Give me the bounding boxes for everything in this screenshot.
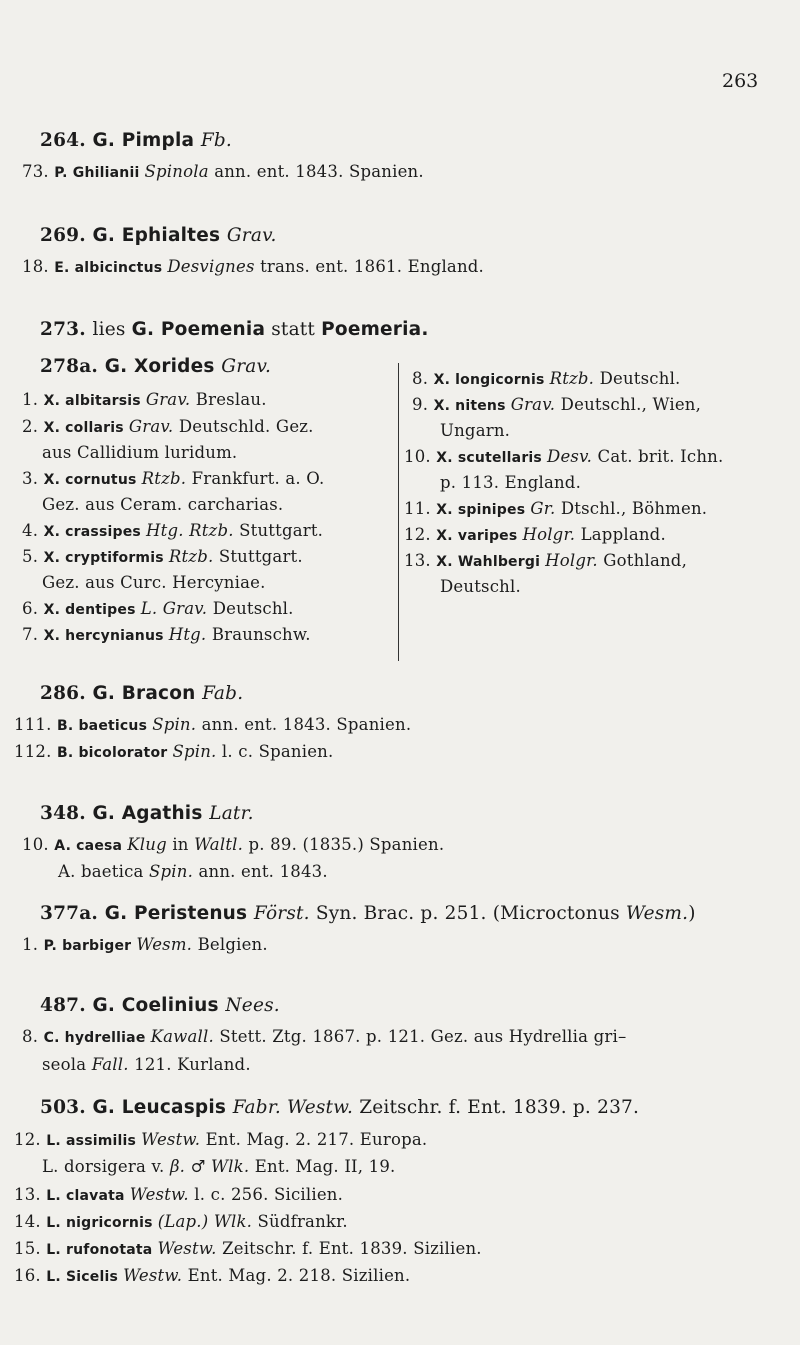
- species-name: X. cornutus: [43, 472, 142, 488]
- author-name: Spinola: [144, 162, 209, 181]
- text-run: seola: [42, 1055, 92, 1074]
- species-line: [14, 1266, 410, 1285]
- text-run: 73.: [22, 162, 55, 181]
- text-run: Zeitschr. f. Ent. 1839. p. 237.: [353, 1097, 640, 1118]
- genus-name: Poemeria.: [321, 319, 429, 340]
- author-name: Grav.: [145, 390, 191, 409]
- species-name: X. albitarsis: [43, 393, 146, 409]
- text-run: 8.: [22, 1027, 44, 1046]
- author-name: Latr.: [209, 803, 254, 824]
- author-name: Rtzb.: [168, 547, 214, 566]
- species-name: P. Ghilianii: [54, 165, 145, 181]
- text-run: Gez. aus Curc. Hercyniae.: [42, 573, 266, 592]
- text-run: Deutschl.: [594, 369, 681, 388]
- species-line: [22, 547, 303, 566]
- genus-heading: [40, 803, 254, 824]
- species-name: X. varipes: [436, 528, 523, 544]
- author-name: Holgr.: [522, 525, 576, 544]
- species-line: [22, 835, 444, 854]
- text-run: Ent. Mag. II, 19.: [249, 1157, 396, 1176]
- species-line: [14, 742, 333, 761]
- genus-heading: [40, 1097, 639, 1118]
- entry-number: 487.: [40, 995, 93, 1016]
- genus-heading: [40, 356, 271, 377]
- text-run: Ungarn.: [440, 421, 511, 440]
- species-line: [42, 1157, 395, 1176]
- genus-heading: [40, 903, 696, 924]
- text-run: 10.: [22, 835, 55, 854]
- genus-name: G. Pimpla: [92, 130, 201, 151]
- genus-name: G. Leucaspis: [92, 1097, 233, 1118]
- species-name: L. assimilis: [46, 1133, 142, 1149]
- entry-number: 503.: [40, 1097, 93, 1118]
- species-name: A. caesa: [54, 838, 128, 854]
- entry-number: 348.: [40, 803, 93, 824]
- species-line: [22, 390, 267, 409]
- text-run: Braunschw.: [206, 625, 311, 644]
- text-run: Stuttgart.: [213, 547, 303, 566]
- author-name: Spin.: [149, 862, 194, 881]
- species-line: [412, 369, 681, 388]
- author-name: L. Grav.: [140, 599, 208, 618]
- text-run: 4.: [22, 521, 44, 540]
- species-line: [14, 1130, 427, 1149]
- text-run: l. c. Spanien.: [216, 742, 334, 761]
- genus-heading: [40, 225, 277, 246]
- text-run: ann. ent. 1843. Spanien.: [196, 715, 412, 734]
- text-run: Dtschl., Böhmen.: [555, 499, 708, 518]
- author-name: Fabr. Westw.: [232, 1097, 354, 1118]
- entry-number: 273.: [40, 319, 93, 340]
- species-name: E. albicinctus: [54, 260, 168, 276]
- author-name: Fall.: [91, 1055, 129, 1074]
- entry-number: 264.: [40, 130, 93, 151]
- text-run: l. c. 256. Sicilien.: [188, 1185, 344, 1204]
- author-name: Spin.: [152, 715, 197, 734]
- species-name: B. baeticus: [56, 718, 153, 734]
- species-line: [440, 421, 510, 440]
- text-run: ann. ent. 1843.: [193, 862, 328, 881]
- text-run: Breslau.: [190, 390, 267, 409]
- text-run: Lappland.: [575, 525, 666, 544]
- species-line: [22, 1027, 626, 1046]
- genus-name: G. Agathis: [92, 803, 210, 824]
- species-line: [440, 577, 521, 596]
- species-name: X. crassipes: [43, 524, 147, 540]
- text-run: 9.: [412, 395, 434, 414]
- text-run: 112.: [14, 742, 57, 761]
- text-run: Stuttgart.: [233, 521, 324, 540]
- text-run: 18.: [22, 257, 55, 276]
- author-name: Grav.: [128, 417, 174, 436]
- author-name: Kawall.: [150, 1027, 214, 1046]
- text-run: Deutschl.: [207, 599, 294, 618]
- entry-number: 278a.: [40, 356, 105, 377]
- author-name: Klug: [127, 835, 167, 854]
- author-name: Westw.: [141, 1130, 201, 1149]
- species-line: [22, 599, 294, 618]
- text-run: in: [166, 835, 195, 854]
- text-run: Deutschl., Wien,: [555, 395, 702, 414]
- species-line: [22, 257, 484, 276]
- text-run: 3.: [22, 469, 44, 488]
- species-line: [22, 162, 424, 181]
- species-line: [22, 935, 268, 954]
- entry-number: 377a.: [40, 903, 105, 924]
- text-run: statt: [265, 319, 322, 340]
- species-line: [22, 469, 325, 488]
- species-line: [42, 495, 283, 514]
- text-run: Zeitschr. f. Ent. 1839. Sizilien.: [216, 1239, 482, 1258]
- text-run: 8.: [412, 369, 434, 388]
- genus-name: G. Bracon: [92, 683, 203, 704]
- author-name: Rtzb.: [549, 369, 595, 388]
- species-name: L. rufonotata: [46, 1242, 158, 1258]
- text-run: 121. Kurland.: [128, 1055, 251, 1074]
- species-name: X. cryptiformis: [43, 550, 169, 566]
- species-name: X. collaris: [43, 420, 129, 436]
- text-run: 2.: [22, 417, 44, 436]
- entry-number: 286.: [40, 683, 93, 704]
- text-run: p. 89. (1835.) Spanien.: [243, 835, 445, 854]
- author-name: Fab.: [202, 683, 244, 704]
- text-run: Cat. brit. Ichn.: [592, 447, 724, 466]
- text-run: 16.: [14, 1266, 47, 1285]
- text-run: 111.: [14, 715, 57, 734]
- species-name: P. barbiger: [43, 938, 137, 954]
- text-run: 12.: [404, 525, 437, 544]
- author-name: Wesm.: [625, 903, 689, 924]
- species-name: L. clavata: [46, 1188, 130, 1204]
- author-name: Gr.: [530, 499, 556, 518]
- text-run: Gothland,: [597, 551, 688, 570]
- genus-name: G. Ephialtes: [92, 225, 227, 246]
- author-name: Fb.: [200, 130, 233, 151]
- species-line: [412, 395, 701, 414]
- author-name: Holgr.: [545, 551, 598, 570]
- text-run: lies: [92, 319, 132, 340]
- text-run: p. 113. England.: [440, 473, 582, 492]
- author-name: Htg.: [168, 625, 207, 644]
- author-name: Htg. Rtzb.: [146, 521, 234, 540]
- author-name: Westw.: [157, 1239, 217, 1258]
- author-name: Grav.: [226, 225, 277, 246]
- text-run: Südfrankr.: [252, 1212, 348, 1231]
- author-name: Waltl.: [194, 835, 244, 854]
- species-name: X. scutellaris: [436, 450, 548, 466]
- species-name: L. Sicelis: [46, 1269, 124, 1285]
- species-line: [22, 521, 323, 540]
- species-name: L. nigricornis: [46, 1215, 158, 1231]
- text-run: 10.: [404, 447, 437, 466]
- text-run: A. baetica: [58, 862, 150, 881]
- genus-heading: [40, 130, 232, 151]
- author-name: Desv.: [547, 447, 593, 466]
- author-name: β. ♂ Wlk.: [169, 1157, 250, 1176]
- text-run: L. dorsigera v.: [42, 1157, 170, 1176]
- text-run: Gez. aus Ceram. carcharias.: [42, 495, 284, 514]
- author-name: Nees.: [225, 995, 280, 1016]
- species-line: [404, 551, 687, 570]
- author-name: Wesm.: [136, 935, 193, 954]
- author-name: (Lap.) Wlk.: [157, 1212, 253, 1231]
- text-run: Syn. Brac. p. 251. (Microctonus: [309, 903, 626, 924]
- species-line: [404, 499, 707, 518]
- genus-name: G. Peristenus: [104, 903, 254, 924]
- species-name: X. Wahlbergi: [436, 554, 546, 570]
- column-divider: [398, 363, 399, 661]
- species-line: [14, 715, 411, 734]
- genus-name: G. Coelinius: [92, 995, 226, 1016]
- genus-name: G. Xorides: [104, 356, 222, 377]
- author-name: Westw.: [129, 1185, 189, 1204]
- text-run: ann. ent. 1843. Spanien.: [208, 162, 424, 181]
- author-name: Desvignes: [167, 257, 255, 276]
- species-name: X. longicornis: [433, 372, 550, 388]
- species-line: [42, 443, 237, 462]
- text-run: aus Callidium luridum.: [42, 443, 238, 462]
- species-name: B. bicolorator: [56, 745, 173, 761]
- text-run: 1.: [22, 390, 44, 409]
- species-name: C. hydrelliae: [43, 1030, 151, 1046]
- species-line: [14, 1239, 482, 1258]
- text-run: ): [688, 903, 696, 924]
- text-run: 13.: [404, 551, 437, 570]
- text-run: 7.: [22, 625, 44, 644]
- page-number: 263: [722, 70, 759, 92]
- text-run: Deutschld. Gez.: [173, 417, 314, 436]
- species-line: [42, 1055, 251, 1074]
- text-run: 11.: [404, 499, 437, 518]
- entry-number: 269.: [40, 225, 93, 246]
- species-line: [22, 417, 314, 436]
- species-name: X. hercynianus: [43, 628, 169, 644]
- species-line: [14, 1212, 348, 1231]
- text-run: Deutschl.: [440, 577, 521, 596]
- author-name: Westw.: [123, 1266, 183, 1285]
- text-run: Ent. Mag. 2. 217. Europa.: [200, 1130, 428, 1149]
- text-run: 13.: [14, 1185, 47, 1204]
- text-run: 12.: [14, 1130, 47, 1149]
- author-name: Spin.: [172, 742, 217, 761]
- author-name: Grav.: [510, 395, 556, 414]
- text-run: Belgien.: [192, 935, 268, 954]
- species-line: [14, 1185, 343, 1204]
- text-run: trans. ent. 1861. England.: [254, 257, 484, 276]
- text-run: 14.: [14, 1212, 47, 1231]
- text-run: 1.: [22, 935, 44, 954]
- species-line: [440, 473, 581, 492]
- genus-heading: [40, 319, 429, 340]
- genus-heading: [40, 683, 243, 704]
- species-line: [404, 447, 723, 466]
- genus-name: G. Poemenia: [131, 319, 266, 340]
- species-name: X. spinipes: [436, 502, 531, 518]
- author-name: Först.: [253, 903, 310, 924]
- species-name: X. dentipes: [43, 602, 141, 618]
- text-run: Frankfurt. a. O.: [186, 469, 325, 488]
- species-line: [42, 573, 266, 592]
- species-line: [404, 525, 666, 544]
- text-run: 5.: [22, 547, 44, 566]
- species-line: [22, 625, 311, 644]
- text-run: 15.: [14, 1239, 47, 1258]
- text-run: Stett. Ztg. 1867. p. 121. Gez. aus Hydrellia gri–: [213, 1027, 627, 1046]
- author-name: Grav.: [221, 356, 272, 377]
- species-line: [58, 862, 328, 881]
- text-run: 6.: [22, 599, 44, 618]
- author-name: Rtzb.: [141, 469, 187, 488]
- genus-heading: [40, 995, 280, 1016]
- text-run: Ent. Mag. 2. 218. Sizilien.: [182, 1266, 411, 1285]
- species-name: X. nitens: [433, 398, 511, 414]
